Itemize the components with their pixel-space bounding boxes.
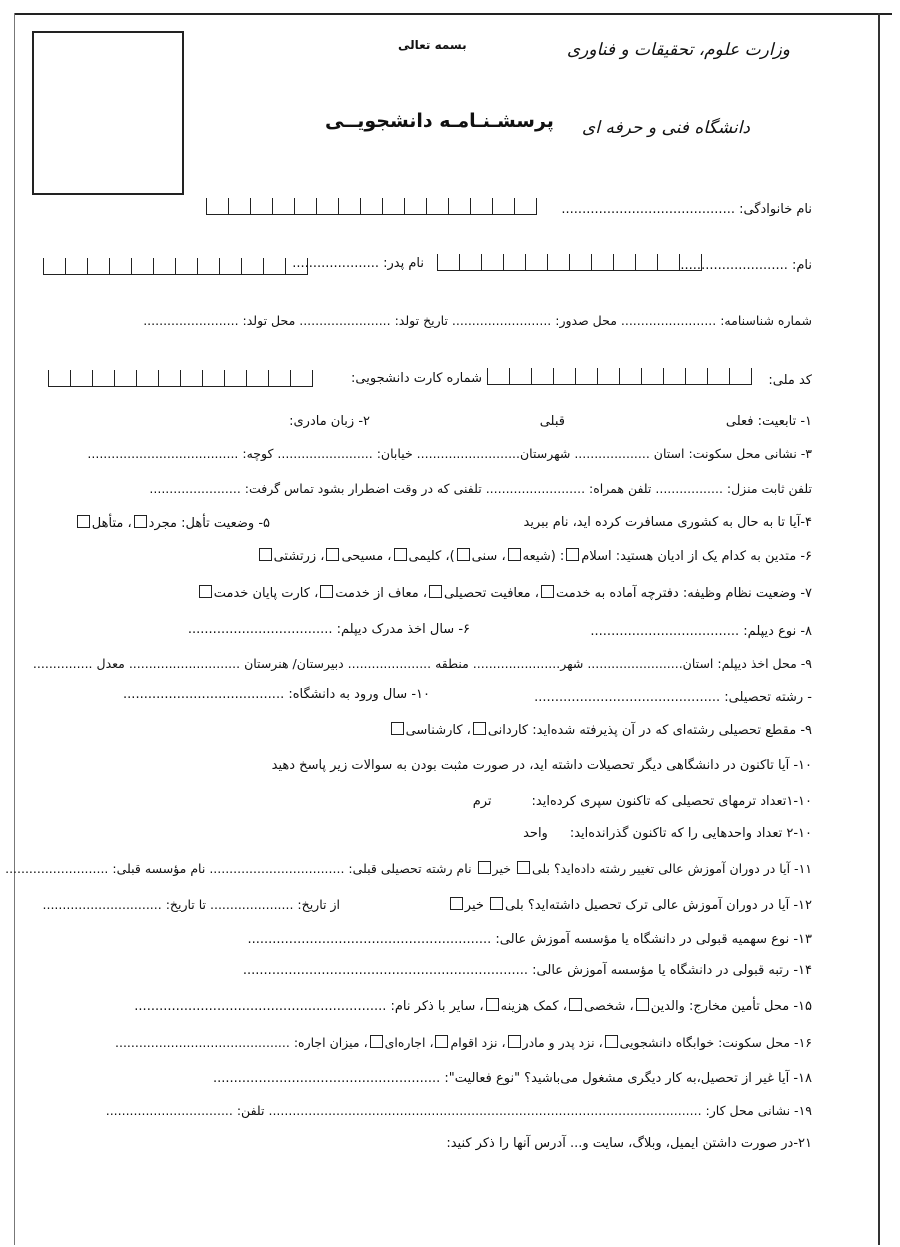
q9-diploma-place: ۹- محل اخذ دیپلم: استان........................ شهر...................... منطقه ..................... دبیرستان/ هنرستان ............................ معدل ............... <box>32 656 812 671</box>
page-border-top <box>14 13 892 15</box>
family-name-boxes[interactable] <box>206 198 537 218</box>
family-name-label: نام خانوادگی: .......................................... <box>561 202 812 217</box>
q6-religion-row <box>257 548 812 564</box>
page-border-right <box>878 13 880 1245</box>
q11-label: ۱۱- آیا در دوران آموزش عالی تغییر رشته داده‌اید؟ بلی <box>531 861 812 876</box>
q6-diploma-year: ۶- سال اخذ مدرک دیپلم: ................................... <box>187 622 470 637</box>
q11-row <box>5 861 812 876</box>
sunni-label: ، سنی <box>471 549 506 564</box>
page-title: پرسشـنـامـه دانشجویــی <box>325 110 554 132</box>
q5-marital-label: ۵- وضعیت تأهل: مجرد <box>148 516 270 531</box>
rental-checkbox[interactable] <box>370 1035 383 1048</box>
bismillah: بسمه تعالی <box>398 38 467 52</box>
page-border-left <box>14 13 15 1245</box>
name-label: نام: .......................... <box>680 258 812 273</box>
q12-dates: از تاریخ: ..................... تا تاریخ: .............................. <box>42 897 340 912</box>
relatives-label: ، نزد اقوام <box>450 1035 506 1050</box>
q8-diploma-type: ۸- نوع دیپلم: .................................... <box>590 624 812 639</box>
q10-1-unit: ترم <box>472 794 492 809</box>
q10-2-unit: واحد <box>523 826 548 841</box>
q7-label: ۷- وضعیت نظام وظیفه: دفترچه آماده به خدمت <box>555 586 812 601</box>
major-label: - رشته تحصیلی: ............................................. <box>534 690 812 705</box>
q11-previous-major: نام رشته تحصیلی قبلی: .................................. نام مؤسسه قبلی: .......................... <box>5 861 472 876</box>
grant-checkbox[interactable] <box>486 998 499 1011</box>
q15-label: ۱۵- محل تأمین مخارج: والدین <box>650 999 812 1014</box>
national-code-label: کد ملی: <box>768 373 812 388</box>
married-checkbox[interactable] <box>77 515 90 528</box>
service-card-label: ، کارت پایان خدمت <box>213 586 319 601</box>
rent-amount-label: ، میزان اجاره: ............................................ <box>115 1035 368 1050</box>
rental-label: ، اجاره‌ای <box>384 1035 434 1050</box>
christian-checkbox[interactable] <box>326 548 339 561</box>
single-checkbox[interactable] <box>134 515 147 528</box>
nationality-previous-label: قبلی <box>539 414 565 429</box>
q10-entry-year: ۱۰- سال ورود به دانشگاه: ....................................... <box>123 687 430 702</box>
parents-home-checkbox[interactable] <box>508 1035 521 1048</box>
q11-no-checkbox[interactable] <box>478 861 491 874</box>
q21-online-presence: ۲۱-در صورت داشتن ایمیل، وبلاگ، سایت و... آدرس آنها را ذکر کنید: <box>446 1136 812 1151</box>
mother-tongue-label: ۲- زبان مادری: <box>289 414 370 429</box>
relatives-checkbox[interactable] <box>435 1035 448 1048</box>
associate-checkbox[interactable] <box>473 722 486 735</box>
shia-label: : (شیعه <box>522 549 565 564</box>
university-name: دانشگاه فنی و حرفه ای <box>581 118 750 138</box>
q10-2-row <box>523 826 812 841</box>
q15-expenses-row <box>134 998 812 1014</box>
exempt-label: ، معاف از خدمت <box>335 586 428 601</box>
q11-no-label: خیر <box>492 861 511 876</box>
study-exempt-checkbox[interactable] <box>429 585 442 598</box>
q16-label: ۱۶- محل سکونت: خوابگاه دانشجویی <box>619 1035 812 1050</box>
nationality-current-label: ۱- تابعیت: فعلی <box>725 414 812 429</box>
dorm-checkbox[interactable] <box>605 1035 618 1048</box>
student-card-label: شماره کارت دانشجویی: <box>351 371 482 386</box>
service-card-checkbox[interactable] <box>199 585 212 598</box>
study-exempt-label: ، معافیت تحصیلی <box>444 586 539 601</box>
father-name-label: نام پدر: ..................... <box>292 256 424 271</box>
q6-religion-label: ۶- متدین به کدام یک از ادیان هستید: اسلام <box>581 549 812 564</box>
q13-quota: ۱۳- نوع سهمیه قبولی در دانشگاه یا مؤسسه آموزش عالی: ........................................................... <box>247 932 812 947</box>
shia-checkbox[interactable] <box>508 548 521 561</box>
islam-checkbox[interactable] <box>566 548 579 561</box>
parents-home-label: ، نزد پدر و مادر <box>522 1035 603 1050</box>
q16-residence-row <box>115 1035 812 1050</box>
q4-travel-label: ۴-آیا تا به حال به کشوری مسافرت کرده اید، نام ببرید <box>523 515 812 530</box>
q5-marital-row <box>75 515 270 531</box>
jewish-label: )، کلیمی <box>408 549 455 564</box>
zoroastrian-label: ، زرتشتی <box>273 549 325 564</box>
q18-occupation: ۱۸- آیا غیر از تحصیل،به کار دیگری مشغول می‌باشید؟ "نوع فعالیت": ....................................................... <box>212 1071 812 1086</box>
q12-no-label: خیر <box>464 898 484 913</box>
christian-label: ، مسیحی <box>341 549 392 564</box>
q9b-degree-row <box>389 722 812 738</box>
photo-box[interactable] <box>32 31 184 195</box>
q10-previous-study: ۱۰- آیا تاکنون در دانشگاهی دیگر تحصیلات داشته اید، در صورت مثبت بودن به سوالات زیر پاسخ دهید <box>271 758 812 773</box>
phones-line: تلفن ثابت منزل: ................. تلفن همراه: ......................... تلفنی که در وقت اضطرار بشود تماس گرفت: ....................... <box>149 481 812 496</box>
q10-2-label: ۲-۱۰ تعداد واحدهایی را که تاکنون گذرانده‌اید: <box>569 826 812 841</box>
parents-checkbox[interactable] <box>636 998 649 1011</box>
personal-label: ، شخصی <box>583 999 634 1014</box>
q10-1-row <box>473 794 812 809</box>
student-card-boxes[interactable] <box>48 370 313 390</box>
exempt-checkbox[interactable] <box>320 585 333 598</box>
id-number-line: شماره شناسنامه: ........................ محل صدور: ......................... تاریخ تولد: ....................... محل تولد: ........................ <box>143 313 812 328</box>
q12-row <box>448 897 812 913</box>
national-code-boxes[interactable] <box>487 368 752 388</box>
q12-no-checkbox[interactable] <box>450 897 463 910</box>
sunni-checkbox[interactable] <box>457 548 470 561</box>
grant-label: ، کمک هزینه <box>500 999 567 1014</box>
name-boxes[interactable] <box>437 254 702 274</box>
bachelor-checkbox[interactable] <box>391 722 404 735</box>
q12-yes-checkbox[interactable] <box>490 897 503 910</box>
q7-military-row <box>197 585 812 601</box>
father-name-boxes[interactable] <box>43 258 308 278</box>
q12-label: ۱۲- آیا در دوران آموزش عالی ترک تحصیل داشته‌اید؟ بلی <box>505 898 812 913</box>
q9b-label: ۹- مقطع تحصیلی رشته‌ای که در آن پذیرفته شده‌اید: کاردانی <box>487 723 812 738</box>
q10-1-label: ۱-۱۰تعداد ترمهای تحصیلی که تاکنون سپری کرده‌اید: <box>531 794 812 809</box>
ministry-name: وزارت علوم، تحقیقات و فناوری <box>566 40 790 60</box>
address-line: ۳- نشانی محل سکونت: استان ................... شهرستان.......................... خیابان: ........................ کوچه: ...................................... <box>87 446 812 461</box>
q14-rank: ۱۴- رتبه قبولی در دانشگاه یا مؤسسه آموزش عالی: ..................................................................... <box>242 963 812 978</box>
bachelor-label: ، کارشناسی <box>405 723 471 738</box>
q11-yes-checkbox[interactable] <box>517 861 530 874</box>
personal-checkbox[interactable] <box>569 998 582 1011</box>
other-label: ، سایر با ذکر نام: ............................................................. <box>134 999 484 1014</box>
zoroastrian-checkbox[interactable] <box>259 548 272 561</box>
q19-work-address: ۱۹- نشانی محل کار: ............................................................................................................. تلفن: ................................ <box>105 1103 812 1118</box>
q5-married-label: ، متأهل <box>91 516 132 531</box>
jewish-checkbox[interactable] <box>394 548 407 561</box>
ready-service-checkbox[interactable] <box>541 585 554 598</box>
